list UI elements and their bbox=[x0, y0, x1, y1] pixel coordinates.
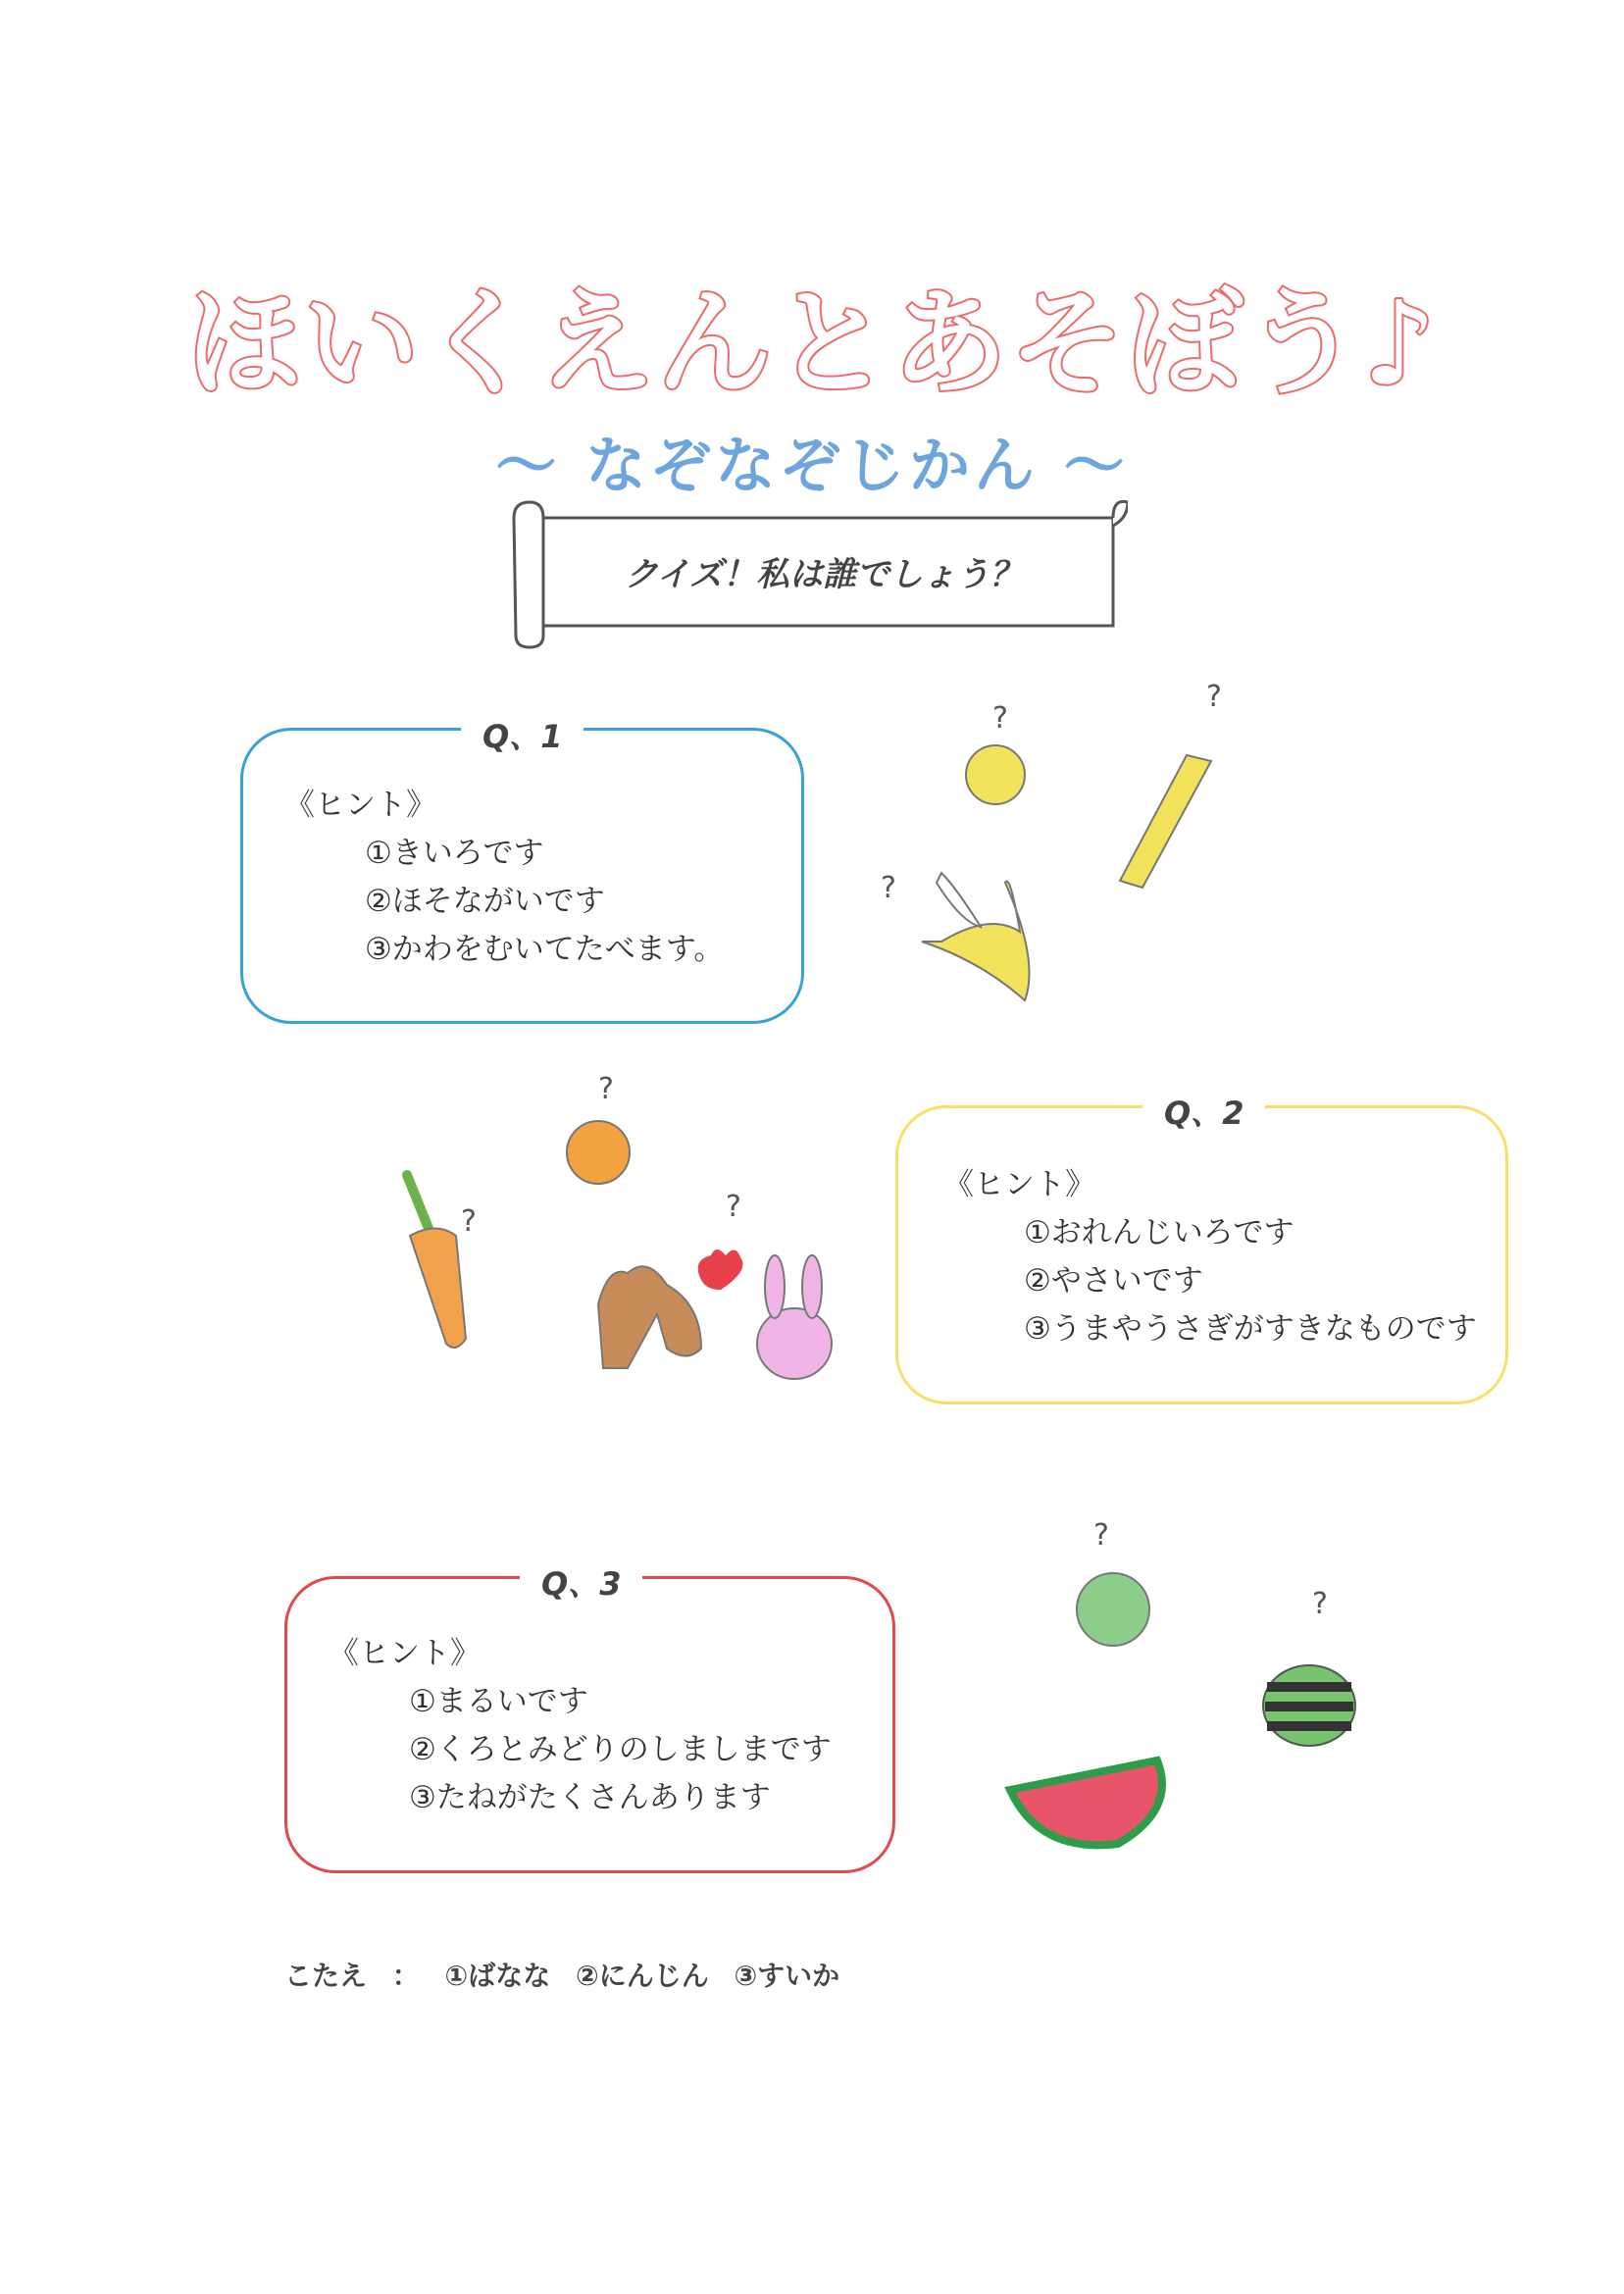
question-mark-icon: ? bbox=[992, 701, 1008, 736]
horse-icon bbox=[598, 1266, 701, 1368]
hint-list-3 bbox=[329, 1630, 832, 1822]
lemon-icon bbox=[966, 745, 1025, 804]
quiz-label-1: Q、1 bbox=[461, 712, 584, 757]
watermelon-stripe bbox=[1265, 1702, 1353, 1711]
banner-title: クイズ！私は誰でしょう？ bbox=[625, 555, 1023, 594]
hint-item: ③たねがたくさんあります bbox=[409, 1780, 771, 1815]
hint-list-2 bbox=[943, 1161, 1477, 1353]
question-mark-icon: ? bbox=[598, 1072, 614, 1106]
question-mark-icon: ? bbox=[1093, 1518, 1109, 1553]
hint-item: ①きいろです bbox=[365, 836, 544, 871]
hint-item: ①おれんじいろです bbox=[1024, 1215, 1294, 1250]
answer-item: ③すいか bbox=[734, 1960, 840, 1992]
carrot-leaves-icon bbox=[407, 1175, 431, 1236]
banana-peel-icon bbox=[937, 873, 981, 927]
watermelon-stripe bbox=[1267, 1721, 1351, 1731]
carrot-illustrations bbox=[363, 1069, 863, 1402]
hint-item: ③うまやうさぎがすきなものです bbox=[1024, 1311, 1477, 1347]
hint-heading: 《ヒント》 bbox=[943, 1167, 1095, 1202]
stick-icon bbox=[1120, 755, 1211, 888]
hint-list-1 bbox=[284, 782, 724, 974]
carrot-icon bbox=[410, 1229, 466, 1349]
question-mark-icon: ? bbox=[881, 871, 896, 905]
answer-item: ①ばなな bbox=[444, 1960, 551, 1992]
melon-icon bbox=[1077, 1573, 1149, 1646]
rabbit-ear-icon bbox=[765, 1255, 785, 1318]
heart-icon bbox=[698, 1249, 743, 1290]
watermelon-slice-icon bbox=[1010, 1760, 1162, 1845]
hint-heading: 《ヒント》 bbox=[329, 1636, 481, 1671]
hint-item: ②やさいです bbox=[1024, 1263, 1203, 1299]
hint-item: ②ほそながいです bbox=[365, 884, 605, 919]
hint-heading: 《ヒント》 bbox=[284, 788, 436, 823]
quiz-label-2: Q、2 bbox=[1142, 1089, 1265, 1134]
rabbit-ear-icon bbox=[802, 1255, 822, 1318]
question-mark-icon: ? bbox=[1206, 680, 1222, 714]
quiz-label-3: Q、3 bbox=[520, 1559, 642, 1605]
question-mark-icon: ? bbox=[726, 1190, 741, 1224]
answer-separator: ： bbox=[391, 1960, 420, 1992]
answer-prefix: こたえ bbox=[284, 1960, 368, 1992]
answer-item: ②にんじん bbox=[576, 1960, 709, 1992]
rabbit-icon bbox=[757, 1308, 832, 1379]
answer-line bbox=[284, 1955, 855, 1994]
banana-illustrations bbox=[873, 677, 1245, 1020]
hint-item: ①まるいです bbox=[409, 1684, 588, 1719]
question-mark-icon: ? bbox=[1312, 1587, 1328, 1621]
watermelon-stripe bbox=[1267, 1682, 1351, 1692]
banana-icon bbox=[922, 882, 1030, 1000]
orange-icon bbox=[567, 1121, 630, 1184]
hint-item: ②くろとみどりのしましまです bbox=[409, 1732, 832, 1767]
page-subtitle: ～ なぞなぞじかん ～ bbox=[495, 430, 1129, 501]
question-mark-icon: ? bbox=[461, 1204, 477, 1239]
page-title: ほいくえんとあそぼう♪ bbox=[185, 276, 1439, 411]
hint-item: ③かわをむいてたべます。 bbox=[365, 932, 725, 967]
watermelon-illustrations bbox=[990, 1515, 1383, 1868]
